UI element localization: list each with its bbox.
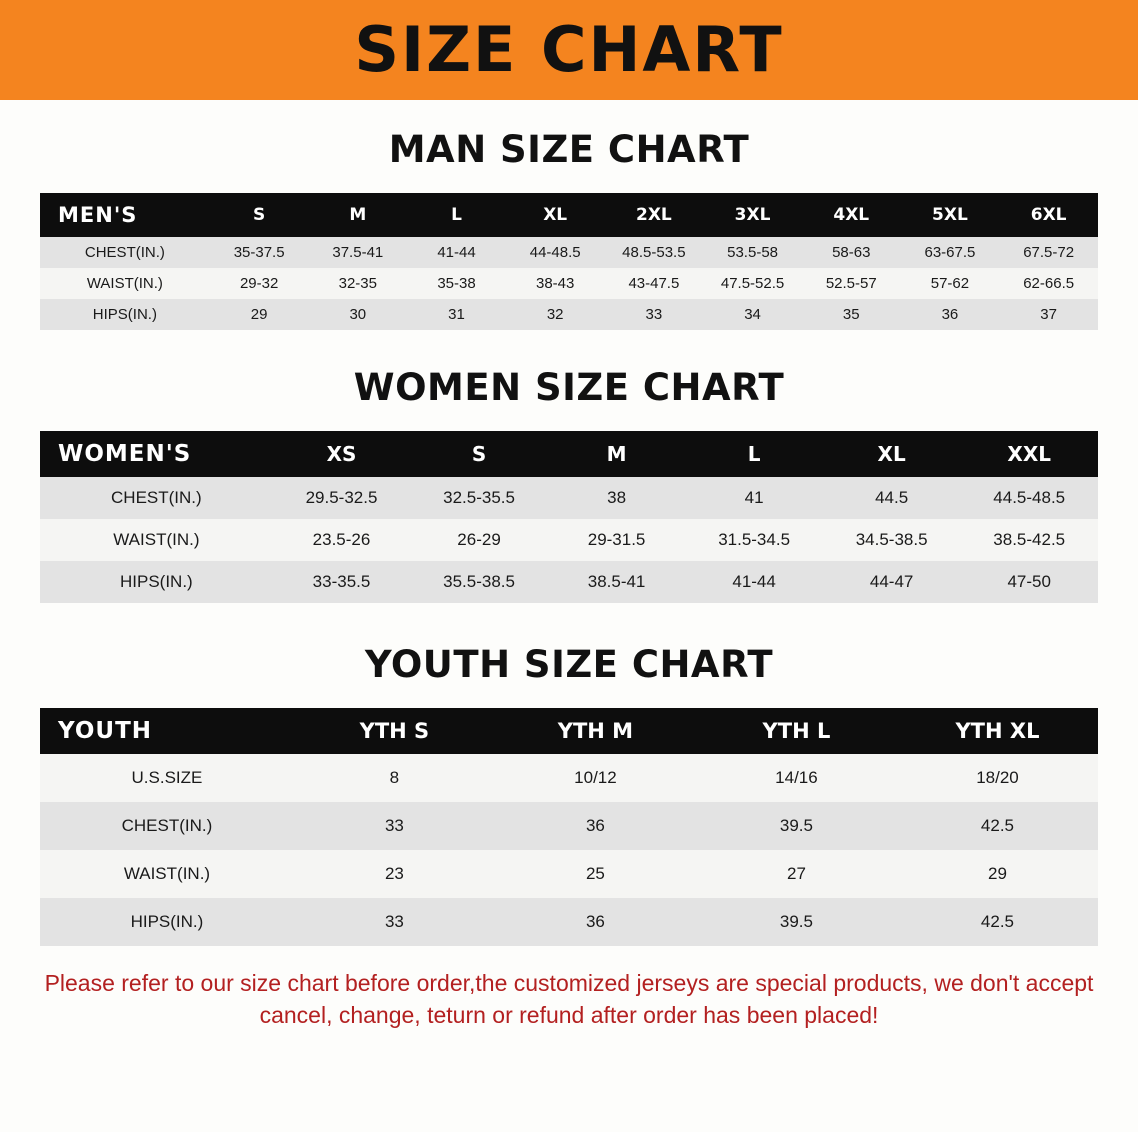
table-row [40, 754, 1098, 802]
man-cell-1-2: 35-38 [407, 268, 506, 299]
women-cell-0-3: 41 [685, 477, 823, 519]
man-row-label-2: HIPS(IN.) [40, 299, 210, 330]
women-cell-1-1: 26-29 [410, 519, 548, 561]
man-row-label-1: WAIST(IN.) [40, 268, 210, 299]
man-header-cell-0: MEN'S [40, 193, 210, 237]
man-cell-0-0: 35-37.5 [210, 237, 309, 268]
youth-size-table [40, 708, 1098, 946]
youth-header-cell-4: YTH XL [897, 708, 1098, 754]
youth-cell-1-0: 33 [294, 802, 495, 850]
women-section-heading: WOMEN SIZE CHART [353, 366, 785, 409]
man-section-heading: MAN SIZE CHART [388, 128, 750, 171]
women-cell-2-5: 47-50 [960, 561, 1098, 603]
women-row-label-1: WAIST(IN.) [40, 519, 273, 561]
youth-cell-2-3: 29 [897, 850, 1098, 898]
youth-row-label-1: CHEST(IN.) [40, 802, 294, 850]
women-header-cell-6: XXL [960, 431, 1098, 477]
youth-header-cell-1: YTH S [294, 708, 495, 754]
table-row [40, 561, 1098, 603]
women-cell-0-0: 29.5-32.5 [273, 477, 411, 519]
man-cell-1-6: 52.5-57 [802, 268, 901, 299]
man-cell-1-0: 29-32 [210, 268, 309, 299]
women-row-label-2: HIPS(IN.) [40, 561, 273, 603]
man-cell-1-3: 38-43 [506, 268, 605, 299]
women-cell-0-2: 38 [548, 477, 686, 519]
women-header-cell-3: M [548, 431, 686, 477]
women-header-cell-4: L [685, 431, 823, 477]
man-cell-0-3: 44-48.5 [506, 237, 605, 268]
man-row-label-0: CHEST(IN.) [40, 237, 210, 268]
youth-header-cell-3: YTH L [696, 708, 897, 754]
women-table-head [40, 431, 1098, 477]
youth-cell-0-3: 18/20 [897, 754, 1098, 802]
women-header-cell-5: XL [823, 431, 961, 477]
youth-cell-1-2: 39.5 [696, 802, 897, 850]
man-cell-2-2: 31 [407, 299, 506, 330]
policy-note: Please refer to our size chart before order,the customized jerseys are special products, we don't accept cancel, change, teturn or refund after order has been placed! [44, 970, 1094, 1028]
man-header-cell-4: XL [506, 193, 605, 237]
man-cell-2-5: 34 [703, 299, 802, 330]
table-row [40, 802, 1098, 850]
youth-cell-3-1: 36 [495, 898, 696, 946]
table-header-row [40, 431, 1098, 477]
man-header-cell-5: 2XL [605, 193, 704, 237]
man-cell-0-1: 37.5-41 [308, 237, 407, 268]
man-cell-2-1: 30 [308, 299, 407, 330]
youth-cell-0-1: 10/12 [495, 754, 696, 802]
women-table-body [40, 477, 1098, 603]
man-header-cell-3: L [407, 193, 506, 237]
women-cell-2-2: 38.5-41 [548, 561, 686, 603]
man-header-cell-1: S [210, 193, 309, 237]
table-header-row [40, 708, 1098, 754]
man-cell-0-4: 48.5-53.5 [605, 237, 704, 268]
man-cell-2-0: 29 [210, 299, 309, 330]
women-cell-1-4: 34.5-38.5 [823, 519, 961, 561]
women-cell-1-3: 31.5-34.5 [685, 519, 823, 561]
man-cell-0-6: 58-63 [802, 237, 901, 268]
women-cell-1-0: 23.5-26 [273, 519, 411, 561]
youth-cell-1-3: 42.5 [897, 802, 1098, 850]
man-cell-2-7: 36 [901, 299, 1000, 330]
man-cell-1-5: 47.5-52.5 [703, 268, 802, 299]
youth-row-label-0: U.S.SIZE [40, 754, 294, 802]
youth-table-body [40, 754, 1098, 946]
man-header-cell-7: 4XL [802, 193, 901, 237]
man-cell-0-5: 53.5-58 [703, 237, 802, 268]
youth-cell-0-2: 14/16 [696, 754, 897, 802]
women-cell-2-1: 35.5-38.5 [410, 561, 548, 603]
women-cell-2-0: 33-35.5 [273, 561, 411, 603]
women-header-cell-2: S [410, 431, 548, 477]
table-row [40, 237, 1098, 268]
table-row [40, 268, 1098, 299]
man-cell-2-4: 33 [605, 299, 704, 330]
man-cell-0-7: 63-67.5 [901, 237, 1000, 268]
man-cell-0-8: 67.5-72 [999, 237, 1098, 268]
man-header-cell-6: 3XL [703, 193, 802, 237]
man-table-body [40, 237, 1098, 330]
table-header-row [40, 193, 1098, 237]
youth-row-label-2: WAIST(IN.) [40, 850, 294, 898]
women-cell-0-4: 44.5 [823, 477, 961, 519]
women-cell-0-5: 44.5-48.5 [960, 477, 1098, 519]
youth-cell-2-1: 25 [495, 850, 696, 898]
youth-section-heading: YOUTH SIZE CHART [364, 643, 774, 686]
women-cell-2-4: 44-47 [823, 561, 961, 603]
man-cell-1-8: 62-66.5 [999, 268, 1098, 299]
women-cell-0-1: 32.5-35.5 [410, 477, 548, 519]
youth-table-wrap [0, 708, 1138, 946]
youth-cell-2-0: 23 [294, 850, 495, 898]
youth-cell-3-0: 33 [294, 898, 495, 946]
man-cell-0-2: 41-44 [407, 237, 506, 268]
women-size-table [40, 431, 1098, 603]
man-table-wrap [0, 193, 1138, 330]
man-cell-1-4: 43-47.5 [605, 268, 704, 299]
youth-header-cell-2: YTH M [495, 708, 696, 754]
women-cell-1-5: 38.5-42.5 [960, 519, 1098, 561]
youth-cell-3-3: 42.5 [897, 898, 1098, 946]
table-row [40, 519, 1098, 561]
man-cell-1-7: 57-62 [901, 268, 1000, 299]
man-cell-2-8: 37 [999, 299, 1098, 330]
women-row-label-0: CHEST(IN.) [40, 477, 273, 519]
women-header-cell-0: WOMEN'S [40, 431, 273, 477]
youth-header-cell-0: YOUTH [40, 708, 294, 754]
man-header-cell-8: 5XL [901, 193, 1000, 237]
man-cell-2-6: 35 [802, 299, 901, 330]
youth-cell-1-1: 36 [495, 802, 696, 850]
table-row [40, 477, 1098, 519]
women-cell-1-2: 29-31.5 [548, 519, 686, 561]
table-row [40, 850, 1098, 898]
youth-row-label-3: HIPS(IN.) [40, 898, 294, 946]
youth-cell-0-0: 8 [294, 754, 495, 802]
man-size-table [40, 193, 1098, 330]
man-cell-2-3: 32 [506, 299, 605, 330]
man-header-cell-2: M [308, 193, 407, 237]
man-table-head [40, 193, 1098, 237]
page-banner [0, 0, 1138, 100]
women-header-cell-1: XS [273, 431, 411, 477]
page-title: SIZE CHART [354, 13, 784, 86]
man-header-cell-9: 6XL [999, 193, 1098, 237]
youth-table-head [40, 708, 1098, 754]
table-row [40, 299, 1098, 330]
women-cell-2-3: 41-44 [685, 561, 823, 603]
table-row [40, 898, 1098, 946]
youth-cell-3-2: 39.5 [696, 898, 897, 946]
youth-cell-2-2: 27 [696, 850, 897, 898]
man-cell-1-1: 32-35 [308, 268, 407, 299]
women-table-wrap [0, 431, 1138, 603]
